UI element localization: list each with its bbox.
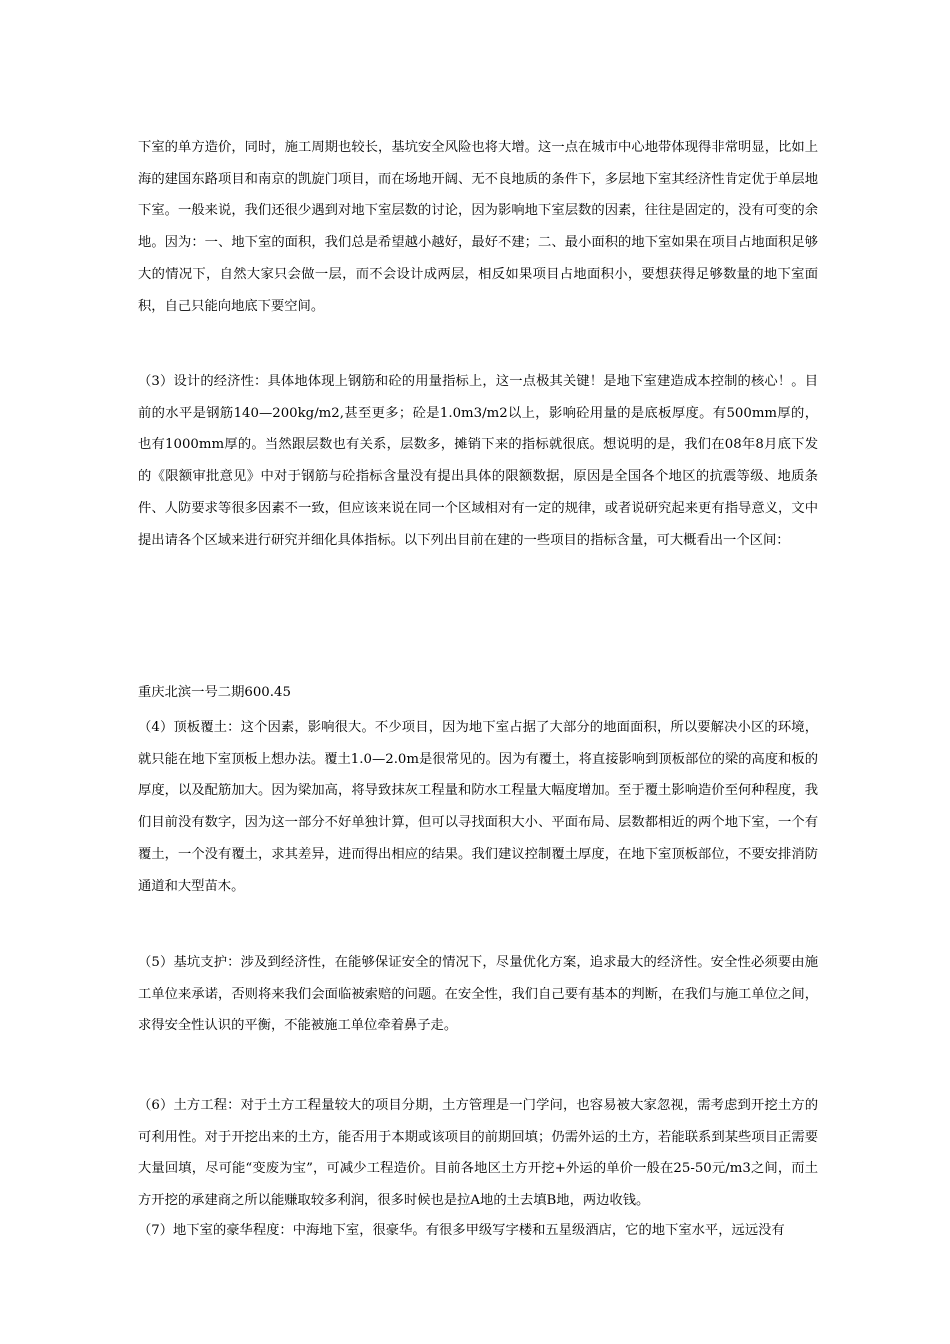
paragraph-roof-soil-cover: （4）顶板覆土：这个因素，影响很大。不少项目，因为地下室占据了大部分的地面面积，所以要解决小区的环境，就只能在地下室顶板上想办法。覆土1.0—2.0m是很常见的。因为有覆土，将直接影响到顶板部位的梁的高度和板的厚度，以及配筋加大。因为梁加高，将导致抹灰工程量和防水工程量大幅度增加。至于覆土影响造价至何种程度，我们目前没有数字，因为这一部分不好单独计算，但可以寻找面积大小、平面布局、层数都相近的两个地下室，一个有覆土，一个没有覆土，求其差异，进而得出相应的结果。我们建议控制覆土厚度，在地下室顶板部位，不要安排消防通道和大型苗木。 [138, 720, 818, 894]
paragraph-basement-floors: 下室的单方造价，同时，施工周期也较长，基坑安全风险也将大增。这一点在城市中心地带体现得非常明显，比如上海的建国东路项目和南京的凯旋门项目，而在场地开阔、无不良地质的条件下，多层地下室其经济性肯定优于单层地下室。一般来说，我们还很少遇到对地下室层数的讨论，因为影响地下室层数的因素，往往是固定的，没有可变的余地。因为：一、地下室的面积，我们总是希望越小越好，最好不建；二、最小面积的地下室如果在项目占地面积足够大的情况下，自然大家只会做一层，而不会设计成两层，相反如果项目占地面积小，要想获得足够数量的地下室面积，自己只能向地底下要空间。 [138, 140, 818, 314]
paragraph-earthwork: （6）土方工程：对于土方工程量较大的项目分期，土方管理是一门学问，也容易被大家忽视，需考虑到开挖土方的可利用性。对于开挖出来的土方，能否用于本期或该项目的前期回填；仍需外运的土方，若能联系到某些项目正需要大量回填，尽可能“变废为宝”，可减少工程造价。目前各地区土方开挖+外运的单价一般在25-50元/m3之间，而土方开挖的承建商之所以能赚取较多利润，很多时候也是拉A地的土去填B地，两边收钱。 [138, 1098, 818, 1209]
project-indicator-line: 重庆北滨一号二期600.45 [138, 685, 291, 700]
paragraph-design-economy: （3）设计的经济性：具体地体现上钢筋和砼的用量指标上，这一点极其关键！是地下室建造成本控制的核心！。目前的水平是钢筋140—200kg/m2,甚至更多；砼是1.0m3/m2以上，影响砼用量的是底板厚度。有500mm厚的，也有1000mm厚的。当然跟层数也有关系，层数多，摊销下来的指标就很底。想说明的是，我们在08年8月底下发的《限额审批意见》中对于钢筋与砼指标含量没有提出具体的限额数据，原因是全国各个地区的抗震等级、地质条件、人防要求等很多因素不一致，但应该来说在同一个区域相对有一定的规律，或者说研究起来更有指导意义，文中提出请各个区域来进行研究并细化具体指标。以下列出目前在建的一些项目的指标含量，可大概看出一个区间： [138, 374, 818, 548]
paragraph-basement-luxury: （7）地下室的豪华程度：中海地下室，很豪华。有很多甲级写字楼和五星级酒店，它的地下室水平，远远没有 [138, 1223, 785, 1238]
paragraph-foundation-pit-support: （5）基坑支护：涉及到经济性，在能够保证安全的情况下，尽量优化方案，追求最大的经济性。安全性必须要由施工单位来承诺，否则将来我们会面临被索赔的问题。在安全性，我们自己要有基本的判断，在我们与施工单位之间，求得安全性认识的平衡，不能被施工单位牵着鼻子走。 [138, 955, 818, 1034]
